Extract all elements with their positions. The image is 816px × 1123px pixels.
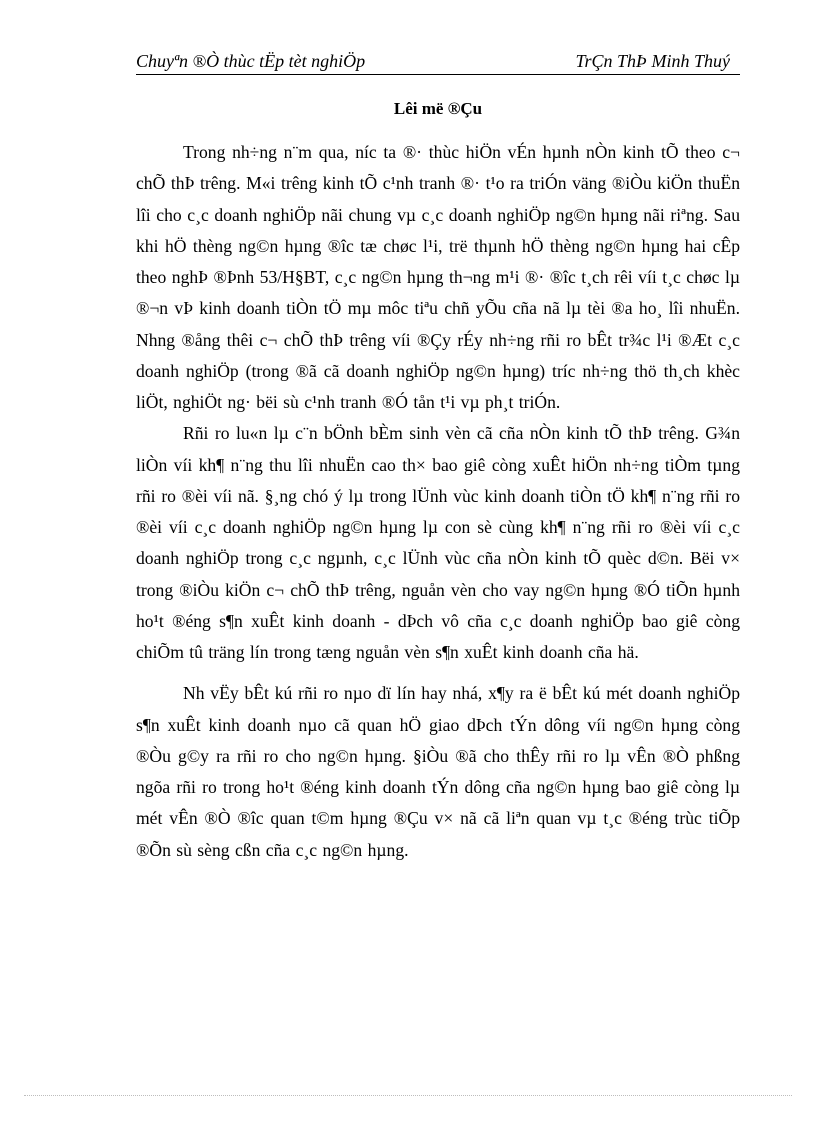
header-document-type: Chuyªn ®Ò thùc tËp tèt nghiÖp [136, 51, 366, 71]
paragraph-3: Nh vËy bÊt kú rñi ro nµo dï lín hay nhá, x¶y ra ë bÊt kú mét doanh nghiÖp s¶n xuÊt kinh doanh nµo cã quan hÖ giao dÞch tÝn dông víi ng©n hµng còng ®Òu g©y ra rñi ro cho ng©n hµng. §iÒu ®ã cho thÊy rñi ro lµ vÊn ®Ò phßng ngõa rñi ro trong ho¹t ®éng kinh doanh tÝn dông cña ng©n hµng bao giê còng lµ mét vÊn ®Ò ®îc quan t©m hµng ®Çu v× nã cã liªn quan vµ t¸c ®éng trùc tiÕp ®Õn sù sèng cßn cña c¸c ng©n hµng. [136, 683, 740, 860]
paragraph-2: Rñi ro lu«n lµ c¨n bÖnh bÈm sinh vèn cã cña nÒn kinh tÕ thÞ trêng. G¾n liÒn víi kh¶ n¨ng thu lîi nhuËn cao th× bao giê còng xuÊt hiÖn nh÷ng tiÒm tµng rñi ro ®èi víi nã. §¸ng chó ý lµ trong lÜnh vùc kinh doanh tiÒn tÖ kh¶ n¨ng rñi ro ®èi víi c¸c doanh nghiÖp ng©n hµng lµ con sè cùng kh¶ n¨ng rñi ro ®èi víi c¸c doanh nghiÖp trong c¸c ngµnh, c¸c lÜnh vùc cña nÒn kinh tÕ quèc d©n. Bëi v× trong ®iÒu kiÖn c¬ chÕ thÞ trêng, nguån vèn cho vay ng©n hµng ®Ó tiÕn hµnh ho¹t ®éng s¶n xuÊt kinh doanh - dÞch vô cña c¸c doanh nghiÖp bao giê còng chiÕm tû träng lín trong tæng nguån vèn s¶n xuÊt kinh doanh cña hä. [136, 423, 740, 662]
section-title: Lêi më ®Çu [393, 99, 483, 118]
header-author-name: TrÇn ThÞ Minh Thuý [575, 51, 730, 71]
body-text [136, 137, 740, 866]
paragraph-1: Trong nh÷ng n¨m qua, níc ta ®· thùc hiÖn vÉn hµnh nÒn kinh tÕ theo c¬ chÕ thÞ trêng. M«i trêng kinh tÕ c¹nh tranh ®· t¹o ra triÓn väng ®iÒu kiÖn thuËn lîi cho c¸c doanh nghiÖp nãi chung vµ c¸c doanh nghiÖp ng©n hµng nãi riªng. Sau khi hÖ thèng ng©n hµng ®îc tæ chøc l¹i, trë thµnh hÖ thèng ng©n hµng hai cÊp theo nghÞ ®Þnh 53/H§BT, c¸c ng©n hµng th¬ng m¹i ®· ®îc t¸ch rêi víi t¸c chøc lµ ®¬n vÞ kinh doanh tiÒn tÖ mµ môc tiªu chñ yÕu cña nã lµ tèi ®a ho¸ lîi nhuËn. Nhng ®ång thêi c¬ chÕ thÞ trêng víi ®Çy rÉy nh÷ng rñi ro bÊt tr¾c l¹i ®Æt c¸c doanh nghiÖp (trong ®ã cã doanh nghiÖp ng©n hµng) tríc nh÷ng thö th¸ch khèc liÖt, nghiÖt ng· bëi sù c¹nh tranh ®Ó tån t¹i vµ ph¸t triÓn. [136, 142, 740, 412]
page-bottom-divider [24, 1095, 792, 1096]
running-header [136, 48, 740, 75]
